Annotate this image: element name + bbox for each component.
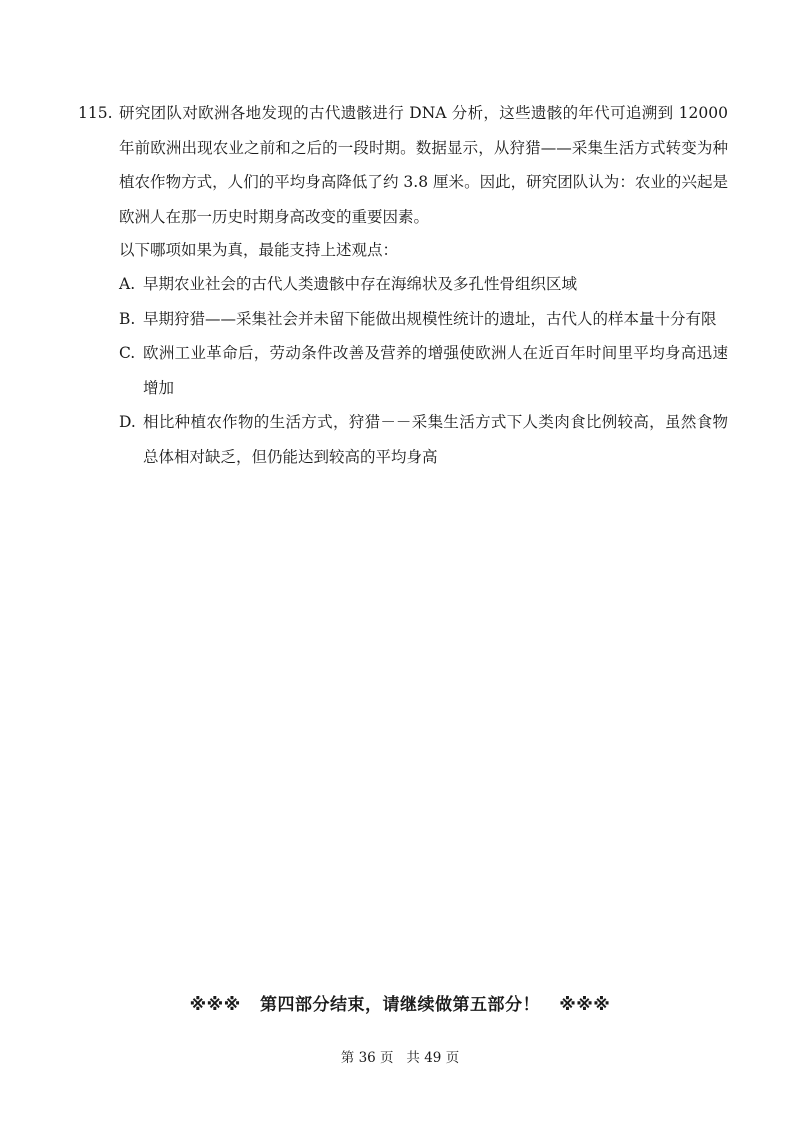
option-letter: B. — [119, 309, 136, 328]
answer-options — [119, 267, 728, 474]
option-letter: D. — [119, 413, 136, 431]
option-letter: C. — [119, 344, 136, 362]
question-prompt: 以下哪项如果为真，最能支持上述观点： — [119, 241, 399, 259]
question-stem: 研究团队对欧洲各地发现的古代遗骸进行 DNA 分析，这些遗骸的年代可追溯到 12000 年前欧洲出现农业之前和之后的一段时期。数据显示，从狩猎——采集生活方式转变为种植农作物方式，人们的平均身高降低了约 3.8 厘米。因此，研究团队认为：农业的兴起是欧洲人在那一历史时期身高改变的重要因素。 — [119, 104, 728, 226]
option-text: 早期狩猎——采集社会并未留下能做出规模性统计的遗址，古代人的样本量十分有限 — [143, 309, 717, 328]
option-text: 相比种植农作物的生活方式，狩猎－－采集生活方式下人类肉食比例较高，虽然食物总体相对缺乏，但仍能达到较高的平均身高 — [143, 413, 728, 466]
question-115 — [78, 96, 728, 234]
option-d — [119, 405, 728, 474]
section-end-notice: ※※※ 第四部分结束，请继续做第五部分！ ※※※ — [189, 995, 611, 1015]
option-b — [119, 302, 728, 337]
option-text: 早期农业社会的古代人类遗骸中存在海绵状及多孔性骨组织区域 — [143, 275, 578, 293]
question-number: 115. — [78, 104, 113, 122]
page-footer: 第 36 页 共 49 页 — [340, 1050, 460, 1066]
option-c — [119, 336, 728, 405]
option-text: 欧洲工业革命后，劳动条件改善及营养的增强使欧洲人在近百年时间里平均身高迅速增加 — [143, 344, 728, 397]
option-a — [119, 267, 728, 302]
option-letter: A. — [119, 275, 136, 293]
